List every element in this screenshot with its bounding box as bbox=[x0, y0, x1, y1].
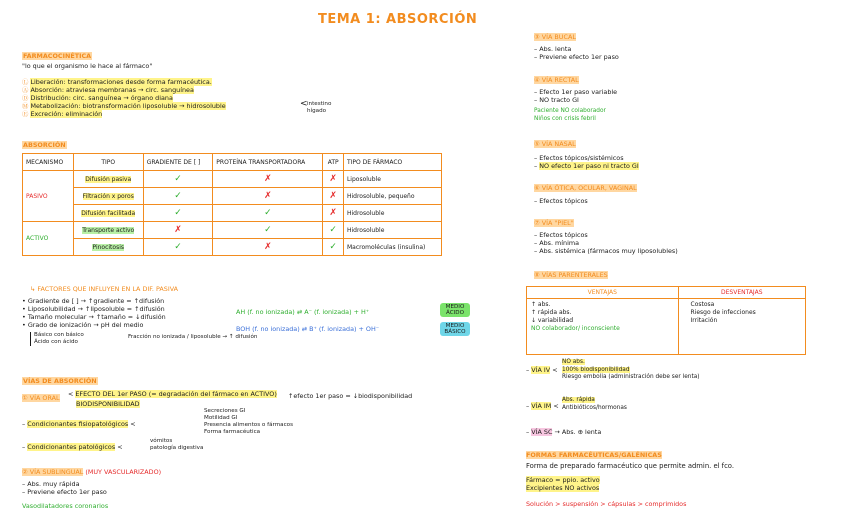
table-header-row bbox=[527, 287, 806, 299]
col-header: PROTEÍNA TRANSPORTADORA bbox=[213, 154, 323, 171]
table-header-row bbox=[23, 154, 442, 171]
base-acid-item: Ácido con ácido bbox=[34, 339, 78, 345]
formas-item: Fármaco = ppio. activo bbox=[526, 476, 600, 484]
table-row bbox=[527, 299, 806, 355]
cell-atp: ✗ bbox=[323, 188, 344, 205]
ladme-item: Ⓓ Distribución: circ. sanguínea → órgano diana bbox=[22, 94, 173, 102]
factores-list bbox=[22, 297, 166, 329]
cell-farm: Hidrosoluble bbox=[343, 205, 441, 222]
table-row bbox=[23, 205, 442, 222]
farmacocinetica-quote: "lo que el organismo le hace al fármaco" bbox=[22, 62, 153, 70]
via-sc-label: – VÍA SC → Abs. ⊕ lenta bbox=[526, 428, 602, 436]
via-rectal-list bbox=[534, 88, 617, 104]
group-pasivo: PASIVO bbox=[23, 171, 74, 222]
cell-grad: ✓ bbox=[143, 239, 213, 256]
vias-heading: VÍAS DE ABSORCIÓN bbox=[23, 377, 97, 385]
bracket-icon: < bbox=[300, 99, 308, 109]
via-oral-biodisp: BIODISPONIBILIDAD bbox=[76, 400, 140, 408]
cond-pato-item: patología digestiva bbox=[150, 445, 204, 451]
table-row bbox=[23, 171, 442, 188]
ventajas-header: VENTAJAS bbox=[527, 287, 679, 299]
cond-pato-list bbox=[150, 438, 203, 452]
factor-item: • Grado de ionización → pH del medio bbox=[22, 321, 144, 329]
nasal-item: – Efectos tópicos/sistémicos bbox=[534, 154, 624, 162]
col-header: MECANISMO bbox=[23, 154, 74, 171]
cell-farm: Liposoluble bbox=[343, 171, 441, 188]
rectal-item: – NO tracto GI bbox=[534, 96, 579, 104]
cell-grad: ✓ bbox=[143, 188, 213, 205]
cell-atp: ✓ bbox=[323, 239, 344, 256]
cond-fisio: – Condicionantes fisiopatológicos < bbox=[22, 420, 136, 428]
cell-tipo: Difusión facilitada bbox=[73, 205, 143, 222]
via-im-list bbox=[562, 397, 627, 412]
im-item: Antibióticos/hormonas bbox=[562, 404, 627, 411]
absorcion-table bbox=[22, 153, 442, 256]
im-item: Abs. rápida bbox=[562, 397, 595, 403]
table-row bbox=[23, 239, 442, 256]
ventaja-item: ↓ variabilidad bbox=[531, 317, 574, 324]
via-piel-label: ⑦ VÍA "PIEL" bbox=[534, 219, 574, 227]
cell-tipo: Pinocitosis bbox=[73, 239, 143, 256]
factores-heading: ↳ FACTORES QUE INFLUYEN EN LA DIF. PASIVA bbox=[30, 285, 179, 293]
table-row bbox=[23, 222, 442, 239]
equation-acid: AH (f. no ionizada) ⇄ A⁻ (f. ionizada) + H⁺ bbox=[236, 308, 370, 316]
cell-grad: ✓ bbox=[143, 171, 213, 188]
cell-tipo: Transporte activo bbox=[73, 222, 143, 239]
via-im-label: – VÍA IM < bbox=[526, 402, 559, 410]
organ-item: intestino bbox=[307, 101, 332, 107]
cell-grad: ✗ bbox=[143, 222, 213, 239]
otica-item: – Efectos tópicos bbox=[534, 197, 588, 205]
page-title: TEMA 1: ABSORCIÓN bbox=[318, 12, 478, 27]
via-iv-list bbox=[562, 359, 700, 382]
cell-atp: ✗ bbox=[323, 205, 344, 222]
via-nasal-label: ⑤ VÍA NASAL bbox=[534, 140, 576, 148]
desventaja-item: Costosa bbox=[690, 301, 715, 308]
cell-tipo: Difusión pasiva bbox=[73, 171, 143, 188]
piel-item: – Efectos tópicos bbox=[534, 231, 588, 239]
via-otica-label: ⑥ VÍA ÓTICA, OCULAR, VAGINAL bbox=[534, 184, 637, 192]
formas-definition: Forma de preparado farmacéutico que permite admin. el fco. bbox=[526, 462, 735, 470]
factor-item: • Liposolubilidad → ↑liposoluble = ↑difusión bbox=[22, 305, 165, 313]
cond-fisio-item: Motilidad GI bbox=[204, 415, 238, 421]
iv-item: NO abs. bbox=[562, 359, 585, 365]
cell-prot: ✗ bbox=[213, 239, 323, 256]
factor-item: • Tamaño molecular → ↑tamaño = ↓difusión bbox=[22, 313, 166, 321]
iv-item: 100% biodisponibilidad bbox=[562, 366, 630, 373]
ventaja-item: ↑ rápida abs. bbox=[531, 309, 572, 316]
formas-item: Excipientes NO activos bbox=[526, 484, 600, 492]
cell-farm: Hidrosoluble bbox=[343, 222, 441, 239]
cell-tipo: Filtración x poros bbox=[73, 188, 143, 205]
cond-pato-item: vómitos bbox=[150, 438, 173, 444]
bucal-item: – Previene efecto 1er paso bbox=[534, 53, 619, 61]
cond-fisio-item: Forma farmacéutica bbox=[204, 429, 261, 435]
cell-prot: ✗ bbox=[213, 171, 323, 188]
col-header: TIPO bbox=[73, 154, 143, 171]
cond-fisio-list bbox=[204, 408, 293, 436]
rectal-notes bbox=[534, 108, 606, 123]
via-oral-efecto: < EFECTO DEL 1er PASO (= degradación del fármaco en ACTIVO) bbox=[68, 390, 277, 398]
sublingual-item: – Abs. muy rápida bbox=[22, 480, 80, 488]
cell-prot: ✗ bbox=[213, 188, 323, 205]
ventaja-note: NO colaborador/ inconsciente bbox=[531, 325, 620, 332]
cell-farm: Hidrosoluble, pequeño bbox=[343, 188, 441, 205]
formas-order: Solución > suspensión > cápsulas > comprimidos bbox=[526, 500, 687, 508]
rectal-note: Niños con crisis febril bbox=[534, 115, 596, 122]
factor-item: • Gradiente de [ ] → ↑gradiente = ↑difusión bbox=[22, 297, 165, 305]
base-acid-item: Básico con básico bbox=[34, 332, 84, 338]
organs-list bbox=[307, 101, 331, 115]
group-activo: ACTIVO bbox=[23, 222, 74, 256]
col-header: TIPO DE FÁRMACO bbox=[343, 154, 441, 171]
cond-fisio-item: Secreciones GI bbox=[204, 408, 246, 414]
nasal-item: – NO efecto 1er paso ni tracto GI bbox=[534, 162, 639, 170]
farmacocinetica-heading: FARMACOCINÉTICA bbox=[23, 52, 92, 60]
ladme-list bbox=[22, 78, 226, 118]
col-header: GRADIENTE DE [ ] bbox=[143, 154, 213, 171]
absorcion-heading: ABSORCIÓN bbox=[23, 141, 66, 149]
desventajas-cell bbox=[678, 299, 805, 355]
ladme-item: Ⓜ Metabolización: biotransformación liposoluble → hidrosoluble bbox=[22, 102, 226, 110]
via-iv-label: – VÍA IV < bbox=[526, 366, 558, 374]
table-row bbox=[23, 188, 442, 205]
formas-list bbox=[526, 476, 600, 492]
via-rectal-label: ④ VÍA RECTAL bbox=[534, 76, 579, 84]
via-piel-list bbox=[534, 231, 678, 255]
sublingual-item: – Previene efecto 1er paso bbox=[22, 488, 107, 496]
piel-item: – Abs. sistémica (fármacos muy liposolubles) bbox=[534, 247, 678, 255]
badge-acid: MEDIO ÁCIDO bbox=[440, 303, 470, 317]
ladme-item: Ⓔ Excreción: eliminación bbox=[22, 110, 103, 118]
cell-atp: ✗ bbox=[323, 171, 344, 188]
fraction-note: Fracción no ionizada / liposoluble → ↑ difusión bbox=[128, 334, 258, 340]
ventajas-cell bbox=[527, 299, 679, 355]
organ-item: hígado bbox=[307, 108, 327, 114]
cell-prot: ✓ bbox=[213, 222, 323, 239]
equation-base: BOH (f. no ionizada) ⇄ B⁺ (f. ionizada) + OH⁻ bbox=[236, 325, 380, 333]
rectal-note: Paciente NO colaborador bbox=[534, 108, 606, 114]
rectal-item: – Efecto 1er paso variable bbox=[534, 88, 618, 96]
ladme-item: Ⓛ Liberación: transformaciones desde forma farmacéutica. bbox=[22, 78, 212, 86]
cond-pato: – Condicionantes patológicos < bbox=[22, 443, 123, 451]
ventaja-item: ↑ abs. bbox=[531, 301, 551, 308]
parenterales-table bbox=[526, 286, 806, 355]
desventaja-item: Riesgo de infecciones bbox=[690, 309, 756, 316]
badge-base: MEDIO BÁSICO bbox=[440, 322, 470, 336]
cell-prot: ✓ bbox=[213, 205, 323, 222]
ladme-item: Ⓐ Absorción: atraviesa membranas → circ. sanguínea bbox=[22, 86, 194, 94]
bucal-item: – Abs. lenta bbox=[534, 45, 572, 53]
cell-farm: Macromoléculas (insulina) bbox=[343, 239, 441, 256]
via-nasal-list bbox=[534, 154, 639, 170]
base-acid-list bbox=[30, 332, 84, 346]
formas-heading: FORMAS FARMACÉUTICAS/GALÉNICAS bbox=[526, 451, 662, 459]
desventaja-item: Irritación bbox=[690, 317, 718, 324]
piel-item: – Abs. mínima bbox=[534, 239, 580, 247]
via-oral-note: ↑efecto 1er paso = ↓biodisponibilidad bbox=[288, 392, 413, 400]
cond-fisio-item: Presencia alimentos o fármacos bbox=[204, 422, 293, 428]
via-oral-label: ① VÍA ORAL bbox=[22, 394, 60, 402]
cell-atp: ✓ bbox=[323, 222, 344, 239]
iv-item: Riesgo embolia (administración debe ser lenta) bbox=[562, 374, 700, 380]
col-header: ATP bbox=[323, 154, 344, 171]
vias-parenterales-label: ⑧ VÍAS PARENTERALES bbox=[534, 271, 608, 279]
via-bucal-label: ③ VÍA BUCAL bbox=[534, 33, 576, 41]
desventajas-header: DESVENTAJAS bbox=[678, 287, 805, 299]
via-sublingual-label: ② VÍA SUBLINGUAL (MUY VASCULARIZADO) bbox=[22, 468, 162, 476]
cell-grad: ✓ bbox=[143, 205, 213, 222]
via-sublingual-list bbox=[22, 480, 107, 496]
via-sublingual-footer: Vasodilatadores coronarios bbox=[22, 502, 109, 510]
via-bucal-list bbox=[534, 45, 619, 61]
